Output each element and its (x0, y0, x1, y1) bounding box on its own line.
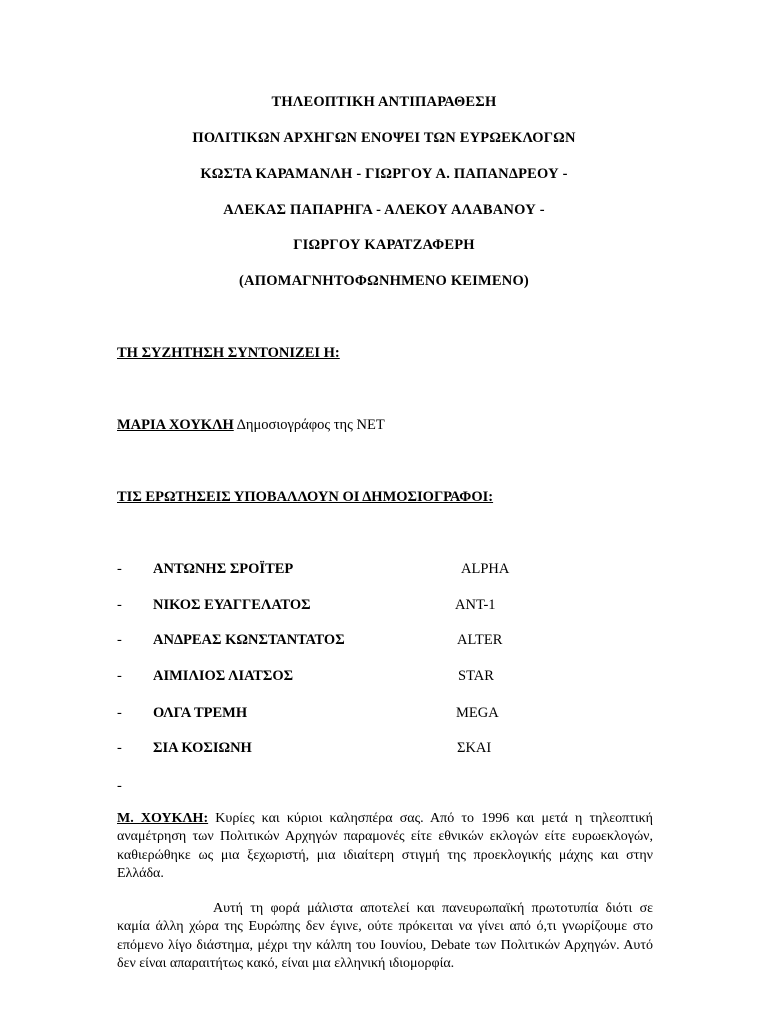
title-line-4: ΑΛΕΚΑΣ ΠΑΠΑΡΗΓΑ - ΑΛΕΚΟΥ ΑΛΑΒΑΝΟΥ - (223, 202, 545, 218)
bullet-dash: - (117, 705, 122, 721)
speech-paragraph (117, 810, 653, 883)
bullet-dash: - (117, 632, 122, 648)
journalist-name: ΝΙΚΟΣ ΕΥΑΓΓΕΛΑΤΟΣ (153, 597, 311, 613)
title-line-1: ΤΗΛΕΟΠΤΙΚΗ ΑΝΤΙΠΑΡΑΘΕΣΗ (271, 94, 497, 110)
journalist-channel: ΣΚΑΙ (457, 740, 492, 756)
journalist-channel: ALPHA (461, 561, 510, 577)
journalist-row (117, 705, 677, 725)
journalist-row (117, 668, 677, 688)
journalist-name: ΣΙΑ ΚΟΣΙΩΝΗ (153, 740, 252, 756)
bullet-dash: - (117, 740, 122, 756)
moderator-line (117, 417, 385, 434)
title-line-5: ΓΙΩΡΓΟΥ ΚΑΡΑΤΖΑΦΕΡΗ (293, 237, 475, 253)
speech-text: Κυρίες και κύριοι καλησπέρα σας. Από το 1996 και μετά η τηλεοπτική αναμέτρηση των Πολιτικών Αρχηγών παραμονές είτε εθνικών εκλογών είτε ευρωεκλογών, καθιερώθηκε ως μια ξεχωριστή, μια ιδιαίτερη στιγμή της προεκλογικής μάχης και στην Ελλάδα. (117, 811, 653, 881)
journalist-channel: ALTER (457, 632, 503, 648)
journalist-channel: STAR (458, 668, 494, 684)
lone-dash: - (117, 778, 122, 794)
speech-paragraph-continued: Αυτή τη φορά μάλιστα αποτελεί και πανευρωπαϊκή πρωτοτυπία διότι σε καμία άλλη χώρα της Ευρώπης δεν έγινε, ούτε πρόκειται να γίνει από ό,τι γνωρίζουμε στο επόμενο λίγο διάστημα, μέχρι την κάλπη του Ιουνίου, Debate των Πολιτικών Αρχηγών. Αυτό δεν είναι απαραιτήτως κακό, είναι μια ελληνική ιδιομορφία. (117, 901, 653, 971)
journalists-heading: ΤΙΣ ΕΡΩΤΗΣΕΙΣ ΥΠΟΒΑΛΛΟΥΝ ΟΙ ΔΗΜΟΣΙΟΓΡΑΦΟΙ: (117, 489, 494, 505)
moderator-heading: ΤΗ ΣΥΖΗΤΗΣΗ ΣΥΝΤΟΝΙΖΕΙ Η: (117, 345, 340, 361)
bullet-dash: - (117, 597, 122, 613)
journalist-name: ΑΙΜΙΛΙΟΣ ΛΙΑΤΣΟΣ (153, 668, 294, 684)
journalist-channel: ANT-1 (455, 597, 496, 613)
journalist-name: ΑΝΔΡΕΑΣ ΚΩΝΣΤΑΝΤΑΤΟΣ (153, 632, 345, 648)
speaker-name: Μ. ΧΟΥΚΛΗ: (117, 811, 209, 826)
journalist-row (117, 561, 677, 581)
journalist-name: ΑΝΤΩΝΗΣ ΣΡΟΪΤΕΡ (153, 561, 294, 577)
moderator-name: ΜΑΡΙΑ ΧΟΥΚΛΗ (117, 417, 234, 433)
title-line-3: ΚΩΣΤΑ ΚΑΡΑΜΑΝΛΗ - ΓΙΩΡΓΟΥ Α. ΠΑΠΑΝΔΡΕΟΥ - (200, 166, 568, 182)
journalist-row (117, 632, 677, 652)
journalist-row (117, 740, 677, 760)
moderator-role: Δημοσιογράφος της ΝΕΤ (236, 417, 385, 433)
title-line-6: (ΑΠΟΜΑΓΝΗΤΟΦΩΝΗΜΕΝΟ ΚΕΙΜΕΝΟ) (239, 273, 529, 289)
title-line-2: ΠΟΛΙΤΙΚΩΝ ΑΡΧΗΓΩΝ ΕΝΟΨΕΙ ΤΩΝ ΕΥΡΩΕΚΛΟΓΩΝ (192, 130, 576, 146)
journalist-channel: MEGA (456, 705, 499, 721)
journalist-row (117, 597, 677, 617)
journalist-name: ΟΛΓΑ ΤΡΕΜΗ (153, 705, 248, 721)
bullet-dash: - (117, 561, 122, 577)
bullet-dash: - (117, 668, 122, 684)
